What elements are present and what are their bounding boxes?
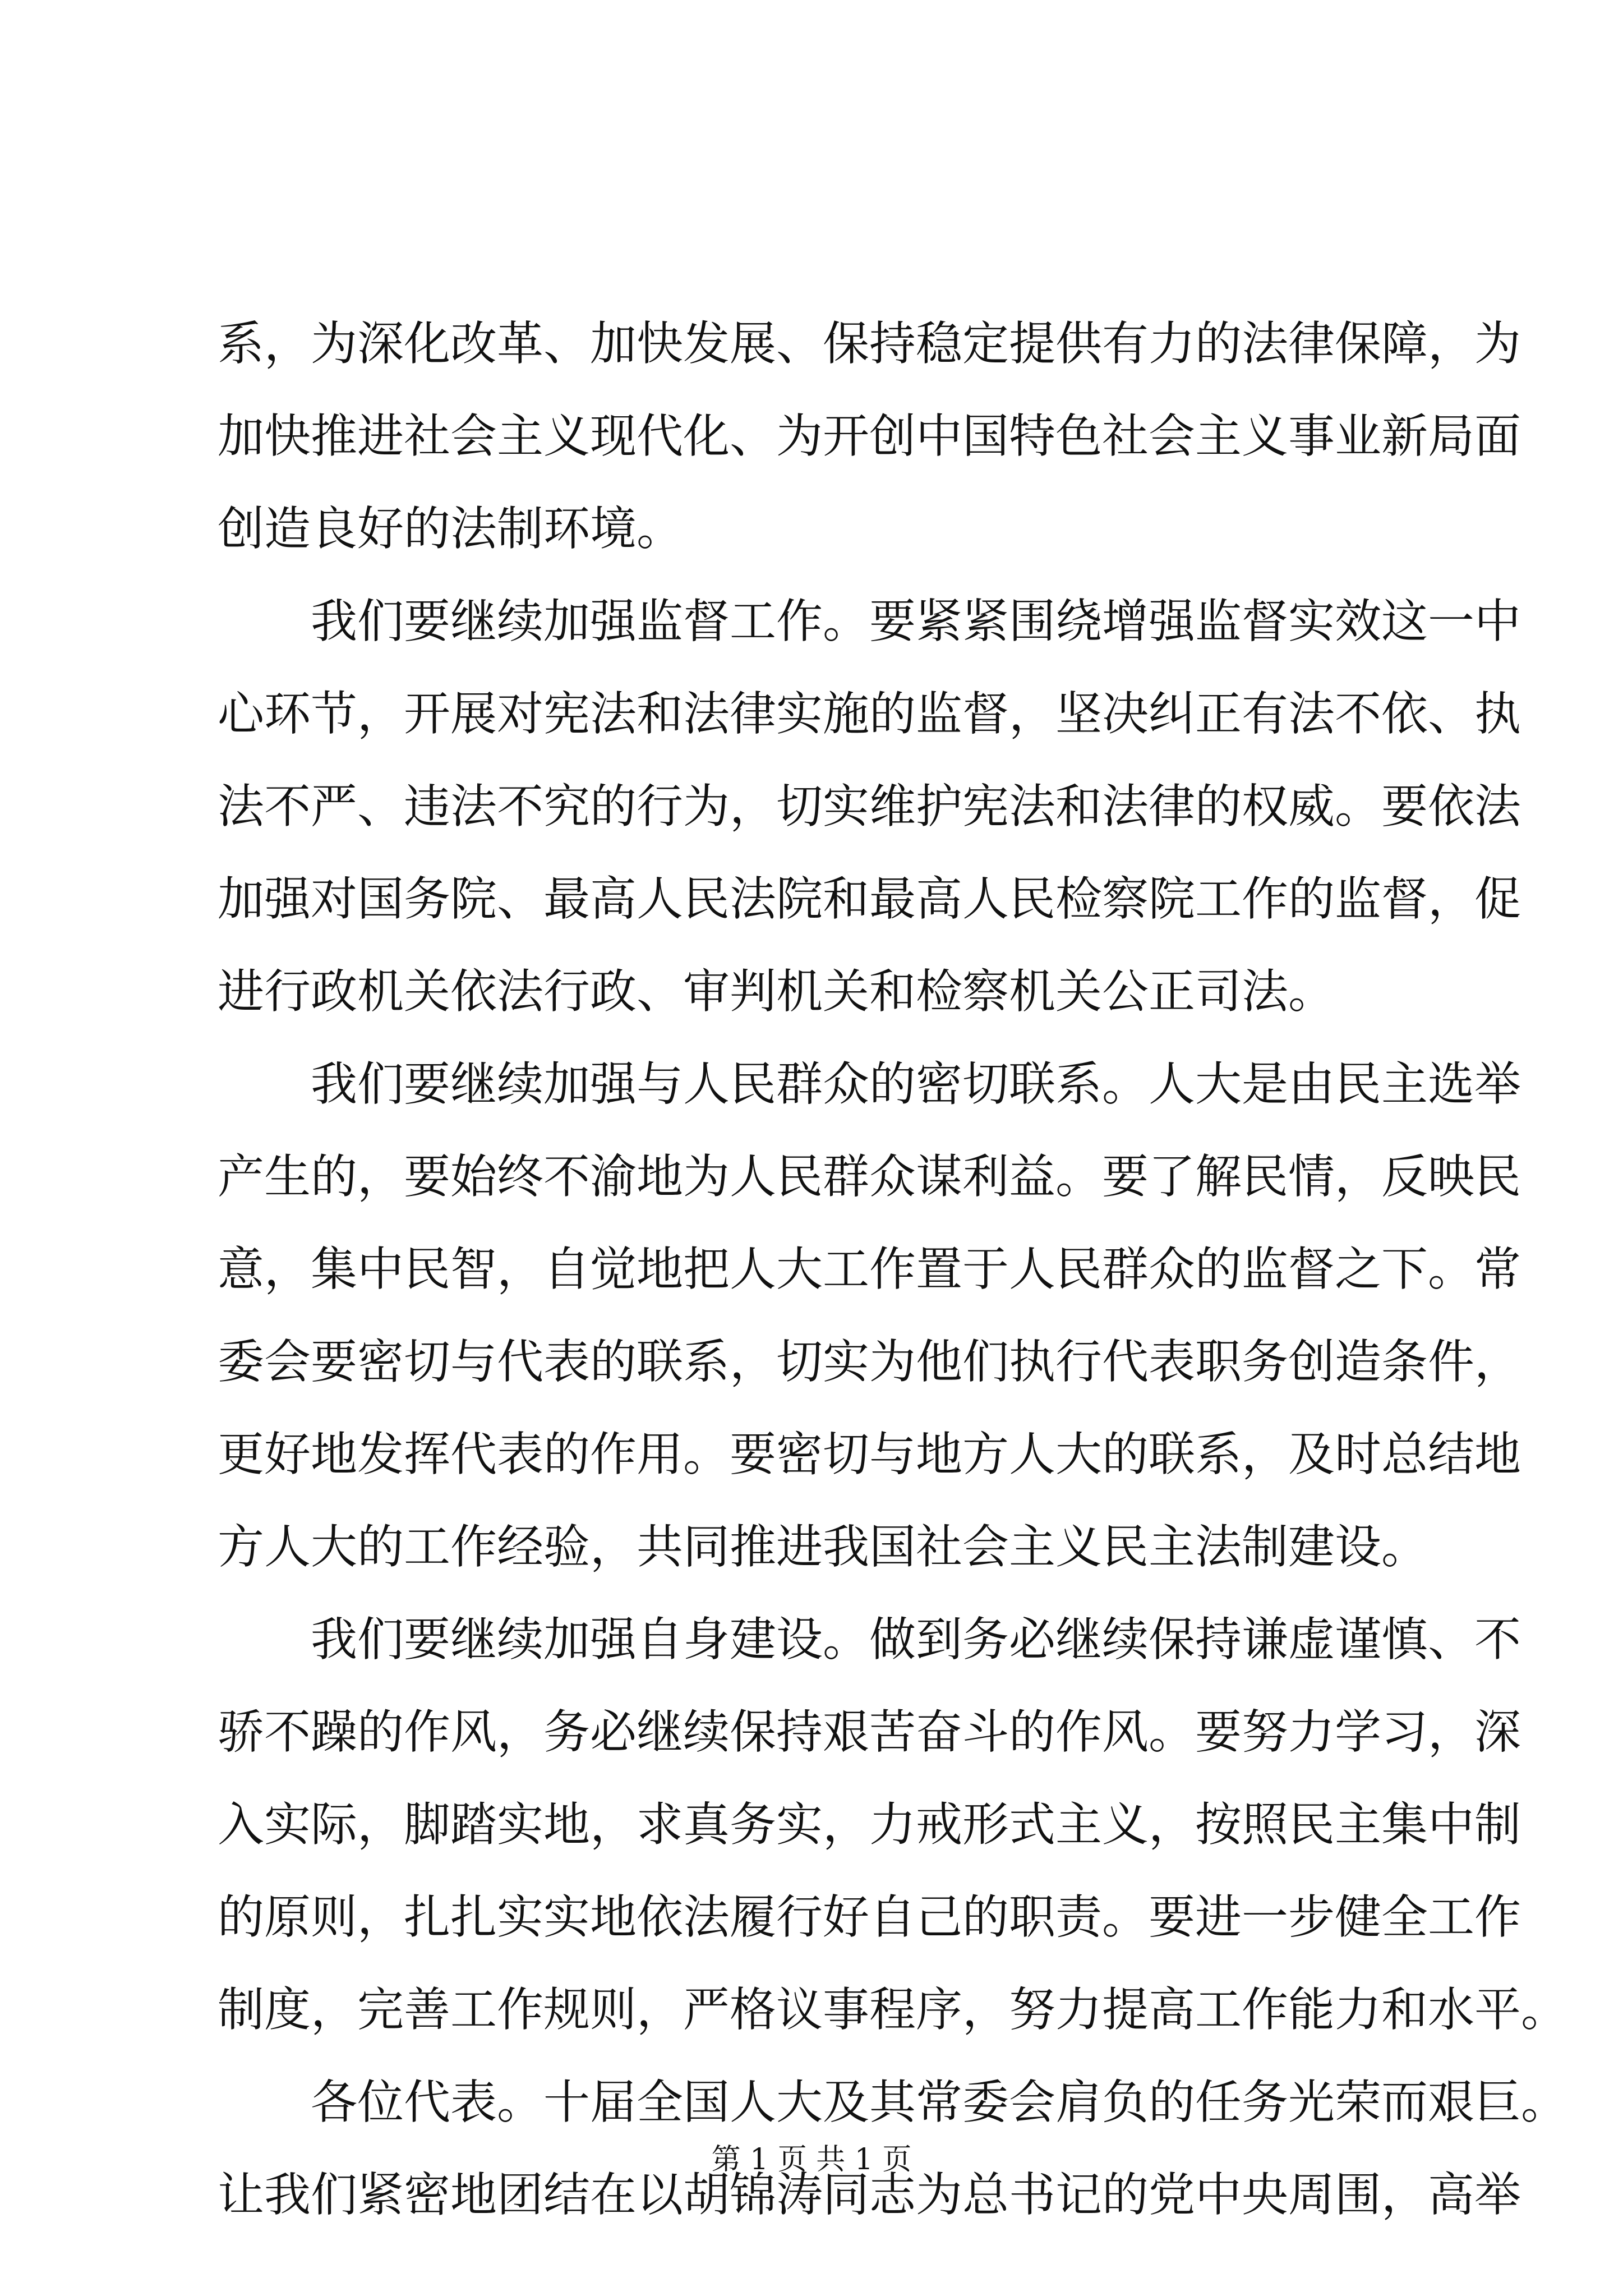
text-line: 创造良好的法制环境。	[218, 501, 683, 556]
text-line: 骄不躁的作风，务必继续保持艰苦奋斗的作风。要努力学习，深	[218, 1705, 1521, 1759]
paragraph-4	[218, 1593, 1567, 2056]
text-line: 制度，完善工作规则，严格议事程序，努力提高工作能力和水平。	[218, 1982, 1567, 2037]
text-line: 入实际，脚踏实地，求真务实，力戒形式主义，按照民主集中制	[218, 1797, 1521, 1852]
text-line: 心环节，开展对宪法和法律实施的监督，坚决纠正有法不依、执	[218, 687, 1521, 741]
text-line: 让我们紧密地团结在以胡锦涛同志为总书记的党中央周围，高举	[218, 2168, 1521, 2222]
text-line: 进行政机关依法行政、审判机关和检察机关公正司法。	[218, 964, 1335, 1019]
text-line: 系，为深化改革、加快发展、保持稳定提供有力的法律保障，为	[218, 316, 1521, 371]
paragraph-1	[218, 297, 1521, 575]
page-footer: 第 1 页 共 1 页	[711, 2143, 912, 2177]
text-line: 各位代表。十届全国人大及其常委会肩负的任务光荣而艰巨。	[311, 2075, 1567, 2129]
document-body	[218, 297, 1567, 2241]
paragraph-2	[218, 575, 1521, 1038]
text-line: 加快推进社会主义现代化、为开创中国特色社会主义事业新局面	[218, 409, 1521, 463]
text-line: 产生的，要始终不渝地为人民群众谋利益。要了解民情，反映民	[218, 1149, 1521, 1204]
text-line: 方人大的工作经验，共同推进我国社会主义民主法制建设。	[218, 1520, 1428, 1574]
text-line: 我们要继续加强与人民群众的密切联系。人大是由民主选举	[311, 1057, 1521, 1111]
text-line: 法不严、违法不究的行为，切实维护宪法和法律的权威。要依法	[218, 779, 1521, 834]
text-line: 我们要继续加强自身建设。做到务必继续保持谦虚谨慎、不	[311, 1612, 1521, 1667]
text-line: 我们要继续加强监督工作。要紧紧围绕增强监督实效这一中	[311, 594, 1521, 648]
text-line: 更好地发挥代表的作用。要密切与地方人大的联系，及时总结地	[218, 1427, 1521, 1481]
text-line: 委会要密切与代表的联系，切实为他们执行代表职务创造条件，	[218, 1335, 1521, 1389]
paragraph-3	[218, 1038, 1521, 1593]
text-line: 的原则，扎扎实实地依法履行好自己的职责。要进一步健全工作	[218, 1890, 1521, 1944]
text-line: 意，集中民智，自觉地把人大工作置于人民群众的监督之下。常	[218, 1242, 1521, 1296]
text-line: 加强对国务院、最高人民法院和最高人民检察院工作的监督，促	[218, 872, 1521, 926]
